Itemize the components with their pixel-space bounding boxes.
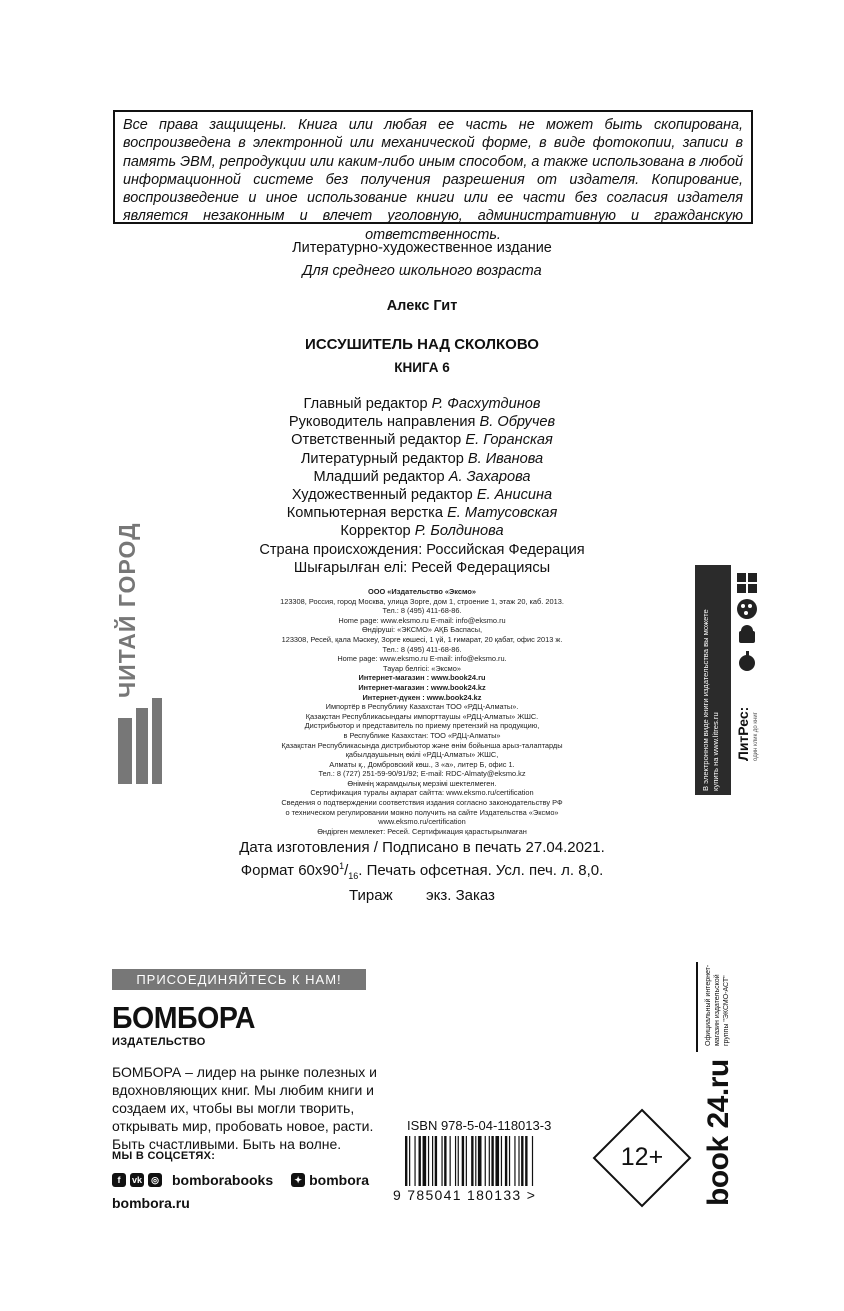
- barcode-bar: [475, 1136, 476, 1186]
- book24-text: Официальный интернет-магазин издательской группы "ЭКСМО-АСТ": [705, 964, 730, 1046]
- legal-line: Өнімнің жарамдылық мерзімі шектелмеген.: [347, 778, 497, 788]
- book24-logo[interactable]: book 24.ru: [702, 1059, 735, 1206]
- barcode-bar: [432, 1136, 433, 1186]
- age-rating-badge: [592, 1108, 692, 1208]
- legal-line: 123308, Россия, город Москва, улица Зорге, дом 1, строение 1, этаж 20, каб. 2013.: [280, 596, 564, 606]
- litres-text-2: купить на www.litres.ru: [711, 712, 720, 791]
- platform-icons: [735, 571, 759, 681]
- book-title: ИССУШИТЕЛЬ НАД СКОЛКОВО: [305, 336, 539, 353]
- barcode-bar: [444, 1136, 446, 1186]
- barcode-bar: [458, 1136, 459, 1186]
- barcode-bar: [478, 1136, 482, 1186]
- legal-line: ООО «Издательство «Эксмо»: [368, 587, 476, 596]
- chitai-gorod-text: ЧИТАЙ ГОРОД: [114, 522, 140, 698]
- credit-line: Компьютерная верстка Е. Матусовская: [286, 505, 558, 522]
- website-link[interactable]: bombora.ru: [112, 1195, 190, 1211]
- age-rating: 12+: [620, 1143, 664, 1171]
- edition-type: Литературно-художественное издание: [292, 240, 552, 256]
- credit-line: Главный редактор Р. Фасхутдинов: [303, 396, 541, 412]
- apple-icon: [739, 651, 755, 671]
- legal-line: Өндірген мемлекет: Ресей. Сертификация қарастырылмаған: [317, 826, 527, 836]
- credit-line: Руководитель направления В. Обручев: [288, 414, 556, 431]
- legal-line: Home page: www.eksmo.ru E-mail: info@eksmo.ru: [338, 615, 506, 625]
- legal-line: Интернет-магазин : www.book24.kz: [358, 682, 486, 692]
- barcode-bar: [455, 1136, 456, 1186]
- social-handle-bombora[interactable]: bombora: [309, 1172, 370, 1188]
- legal-line: в Республике Казахстан: ТОО «РДЦ-Алматы»: [343, 730, 501, 740]
- legal-line: Тауар белгісі: «Эксмо»: [383, 663, 461, 673]
- legal-line: Дистрибьютор и представитель по приему претензий на продукцию,: [304, 721, 540, 731]
- barcode-bar: [501, 1136, 502, 1186]
- credits-list: [0, 395, 844, 541]
- credit-line: Ответственный редактор Е. Горанская: [291, 432, 553, 449]
- legal-line: 123308, Ресей, қала Мәскеу, Зорге көшесі, 1 үй, 1 ғимарат, 20 қабат, офис 2013 ж.: [281, 634, 563, 644]
- origin-kz: Шығарылған елі: Ресей Федерациясы: [293, 560, 551, 576]
- chitai-gorod-logo: [112, 522, 164, 788]
- litres-logo: ЛитРес:: [735, 706, 751, 761]
- book24-block: [696, 962, 770, 1207]
- legal-line: Қазақстан Республикасында дистрибьютор және өнім бойынша арыз-талаптарды: [281, 740, 563, 750]
- legal-line: Тел.: 8 (495) 411-68-86.: [382, 606, 462, 616]
- barcode-bar: [532, 1136, 533, 1186]
- barcode-bar: [509, 1136, 510, 1186]
- format-line: Формат $60x90^1/_{16}$. Печать офсетная. Усл. печ. л. 8,0.: [240, 861, 604, 881]
- windows-icon: [737, 573, 757, 593]
- litres-text-1: В электронном виде книги издательства вы можете: [701, 609, 710, 791]
- barcode-bar: [485, 1136, 486, 1186]
- vk-icon[interactable]: vk: [131, 1175, 142, 1185]
- legal-line: Сертификация туралы ақпарат сайтта: www.eksmo.ru/certification: [310, 788, 534, 798]
- barcode-bar: [495, 1136, 499, 1186]
- barcode-bar: [521, 1136, 523, 1186]
- origin-ru: Страна происхождения: Российская Федерация: [259, 542, 585, 558]
- barcode-bar: [489, 1136, 490, 1186]
- divider: [696, 962, 698, 1052]
- telegram-icon[interactable]: ✦: [291, 1173, 305, 1187]
- barcode-bar: [414, 1136, 415, 1186]
- legal-line: www.eksmo.ru/certification: [378, 817, 466, 827]
- legal-line: Алматы қ., Домбровский көш., 3 «а», литер Б, офис 1.: [329, 759, 515, 769]
- legal-line: Home page: www.eksmo.ru E-mail: info@eksmo.ru.: [337, 654, 507, 664]
- legal-line: Интернет-магазин : www.book24.ru: [358, 673, 486, 683]
- legal-line: Интернет-дүкен : www.book24.kz: [362, 692, 482, 702]
- social-heading: МЫ В СОЦСЕТЯХ:: [112, 1150, 216, 1162]
- barcode-bar: [491, 1136, 493, 1186]
- book-number: КНИГА 6: [394, 360, 450, 375]
- publisher-description: БОМБОРА – лидер на рынке полезных и вдохновляющих книг. Мы любим книги и создаем их, чтобы вы могли творить, открывать мир, пробовать новое, расти. Быть счастливыми. Быть на волне.: [112, 1064, 378, 1152]
- barcode-bar: [450, 1136, 451, 1186]
- barcode-bar: [428, 1136, 429, 1186]
- facebook-icon[interactable]: f: [112, 1173, 126, 1187]
- print-date: Дата изготовления / Подписано в печать 27.04.2021.: [239, 839, 605, 856]
- barcode-bar: [409, 1136, 410, 1186]
- credit-line: Литературный редактор В. Иванова: [300, 450, 544, 467]
- credit-line: Корректор Р. Болдинова: [340, 523, 504, 540]
- barcode-bar: [514, 1136, 515, 1186]
- litres-panel: [695, 565, 769, 795]
- barcode-bar: [471, 1136, 473, 1186]
- legal-line: Тел.: 8 (495) 411-68-86.: [382, 644, 462, 654]
- legal-line: Қазақстан Республикасындағы импорттаушы «РДЦ-Алматы» ЖШС.: [305, 711, 539, 721]
- barcode-bar: [405, 1136, 407, 1186]
- litres-tagline: один клик до книг: [753, 712, 759, 761]
- barcode-bar: [435, 1136, 437, 1186]
- author: Алекс Гит: [386, 298, 458, 314]
- publisher-logo: БОМБОРА: [112, 1000, 256, 1035]
- credit-line: Художественный редактор Е. Анисина: [291, 487, 553, 504]
- publisher-subtitle: ИЗДАТЕЛЬСТВО: [112, 1036, 206, 1048]
- legal-line: қабылдаушының өкілі «РДЦ-Алматы» ЖШС,: [345, 750, 499, 760]
- circulation: Тираж экз. Заказ: [349, 887, 495, 904]
- join-banner: ПРИСОЕДИНЯЙТЕСЬ К НАМ!: [112, 969, 366, 990]
- android-icon: [739, 625, 755, 643]
- age-group: Для среднего школьного возраста: [302, 263, 542, 279]
- barcode-bar: [525, 1136, 527, 1186]
- barcode-bar: [423, 1136, 427, 1186]
- social-links: [112, 1172, 369, 1188]
- barcode-bar: [466, 1136, 467, 1186]
- blackberry-icon: [737, 599, 757, 619]
- credit-line: Младший редактор А. Захарова: [313, 468, 531, 485]
- barcode-digits: 9 785041 180133 >: [393, 1187, 537, 1203]
- legal-line: о техническом регулировании можно получить на сайте Издательства «Эксмо»: [285, 807, 559, 817]
- print-info: [0, 838, 844, 905]
- isbn: ISBN 978-5-04-118013-3: [407, 1118, 552, 1133]
- legal-line: Тел.: 8 (727) 251-59-90/91/92; E-mail: RDC-Almaty@eksmo.kz: [318, 769, 526, 779]
- barcode-bar: [441, 1136, 442, 1186]
- legal-line: Сведения о подтверждении соответствия издания согласно законодательству РФ: [281, 798, 563, 808]
- barcode-bar: [462, 1136, 464, 1186]
- legal-line: Өндіруші: «ЭКСМО» АҚБ Баспасы,: [361, 625, 483, 635]
- rights-notice: Все права защищены. Книга или любая ее часть не может быть скопирована, воспроизведена в электронной или механической форме, в виде фотокопии, записи в память ЭВМ, репродукции или каким-либо иным способом, а также использована в любой информационной системе без получения разрешения от издателя. Копирование, воспроизведение и иное использование книги или ее части без согласия издателя является незаконным и влечет уголовную, административную и гражданскую ответственность.: [113, 110, 753, 224]
- legal-line: Импортёр в Республику Казахстан ТОО «РДЦ-Алматы».: [325, 702, 519, 712]
- barcode-bar: [505, 1136, 507, 1186]
- barcode-icon: [405, 1136, 567, 1186]
- barcode-bar: [518, 1136, 519, 1186]
- social-handle-bomborabooks[interactable]: bomborabooks: [172, 1172, 274, 1188]
- instagram-icon[interactable]: ◎: [148, 1173, 162, 1187]
- barcode-bar: [419, 1136, 421, 1186]
